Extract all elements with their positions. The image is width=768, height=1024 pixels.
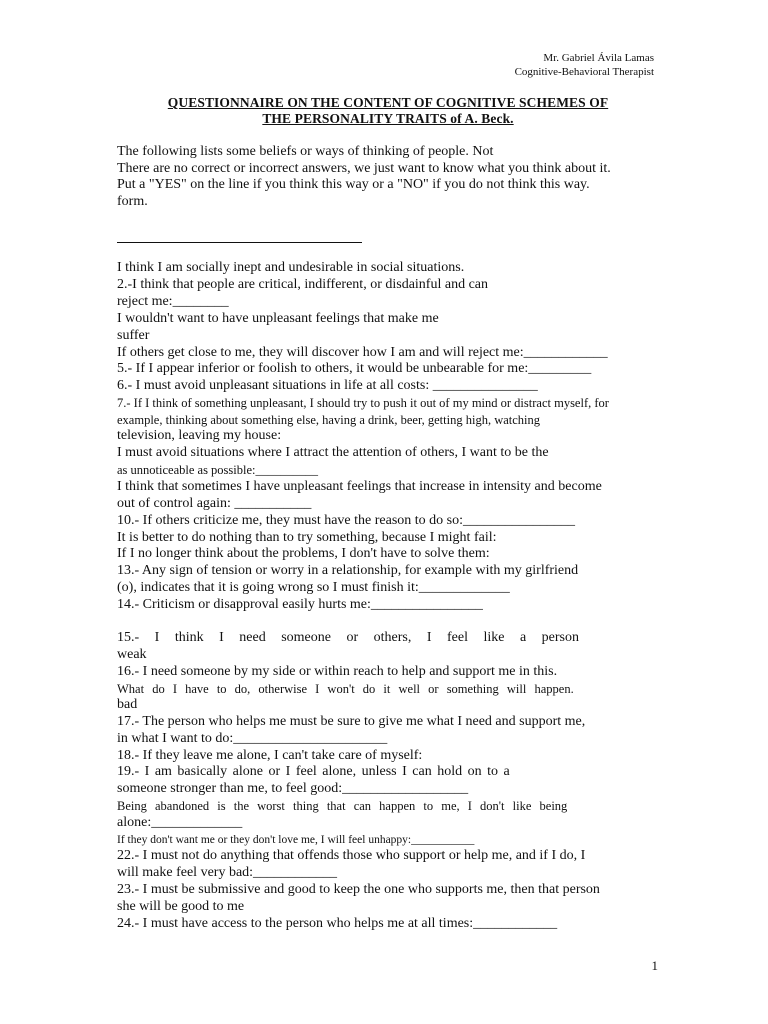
questionnaire-item: 6.- I must avoid unpleasant situations in life at all costs: _______________ (117, 378, 538, 393)
document-title (112, 95, 664, 127)
questionnaire-item: 10.- If others criticize me, they must have the reason to do so:________________ (117, 513, 576, 528)
questionnaire-item: If I no longer think about the problems, I don't have to solve them: (117, 546, 490, 561)
instruction-line: form. (117, 193, 148, 209)
questionnaire-item: I think I am socially inept and undesirable in social situations. (117, 260, 465, 275)
questionnaire-item-continuation: she will be good to me (117, 899, 245, 914)
questionnaire-item-continuation: reject me:________ (117, 294, 229, 309)
questionnaire-item: 5.- If I appear inferior or foolish to others, it would be unbearable for me:_________ (117, 361, 592, 376)
page-number: 1 (651, 958, 658, 973)
questionnaire-item-continuation: as unnoticeable as possible:__________ (117, 463, 319, 477)
questionnaire-item: I think that sometimes I have unpleasant feelings that increase in intensity and become (117, 479, 602, 494)
questionnaire-item-continuation: bad (117, 697, 138, 712)
questionnaire-item: Being abandoned is the worst thing that can happen to me, I don't like being (117, 799, 568, 813)
questionnaire-item-continuation: (o), indicates that it is going wrong so I must finish it:_____________ (117, 580, 510, 595)
instruction-line: Put a "YES" on the line if you think this way or a "NO" if you do not think this way. (117, 177, 590, 192)
questionnaire-item-continuation: suffer (117, 328, 150, 343)
title-line-2: THE PERSONALITY TRAITS of A. Beck. (262, 111, 514, 126)
questionnaire-item-continuation: television, leaving my house: (117, 428, 282, 443)
questionnaire-item: I wouldn't want to have unpleasant feelings that make me (117, 311, 439, 326)
questionnaire-item: If they don't want me or they don't love me, I will feel unhappy:___________ (117, 834, 475, 846)
instructions (117, 144, 673, 210)
questionnaire-item: It is better to do nothing than to try something, because I might fail: (117, 530, 497, 545)
questionnaire-item: 17.- The person who helps me must be sure to give me what I need and support me, (117, 714, 586, 729)
author-block (515, 51, 654, 79)
questionnaire-item-continuation: someone stronger than me, to feel good:__________________ (117, 781, 469, 796)
instruction-line: The following lists some beliefs or ways of thinking of people. Not (117, 144, 494, 159)
questionnaire-item: 15.- I think I need someone or others, I feel like a person (117, 630, 580, 645)
questionnaire-item-continuation: What do I have to do, otherwise I won't do it well or something will happen. (117, 682, 574, 696)
questionnaire-item-continuation: example, thinking about something else, having a drink, beer, getting high, watching (117, 413, 541, 427)
questionnaire-item: 7.- If I think of something unpleasant, I should try to push it out of my mind or distract myself, for (117, 396, 609, 410)
author-role: Cognitive-Behavioral Therapist (514, 66, 654, 78)
questionnaire-item: 16.- I need someone by my side or within reach to help and support me in this. (117, 664, 558, 679)
questionnaire-item: I must avoid situations where I attract the attention of others, I want to be the (117, 445, 549, 460)
questionnaire-item-continuation: out of control again: ___________ (117, 496, 312, 511)
questionnaire-item-continuation: will make feel very bad:____________ (117, 865, 338, 880)
instruction-line: There are no correct or incorrect answers, we just want to know what you think about it. (117, 160, 611, 176)
questionnaire-item: 14.- Criticism or disapproval easily hurts me:________________ (117, 597, 483, 612)
questionnaire-item-continuation: weak (117, 647, 147, 662)
questionnaire-item (117, 277, 587, 293)
author-name: Mr. Gabriel Ávila Lamas (543, 52, 654, 64)
questionnaire-item: 22.- I must not do anything that offends those who support or help me, and if I do, I (117, 848, 586, 863)
name-signature-line (117, 242, 362, 243)
item-text: 2.-I think that people are critical, indifferent, or disdainful and can (117, 277, 488, 292)
questionnaire-item-continuation: in what I want to do:______________________ (117, 731, 388, 746)
questionnaire-item-continuation: alone:_____________ (117, 815, 243, 830)
title-line-1: QUESTIONNAIRE ON THE CONTENT OF COGNITIVE SCHEMES OF (167, 95, 609, 110)
questionnaire-item: 18.- If they leave me alone, I can't take care of myself: (117, 748, 423, 763)
questionnaire-item: 24.- I must have access to the person who helps me at all times:____________ (117, 916, 558, 931)
questionnaire-item: If others get close to me, they will discover how I am and will reject me:____________ (117, 345, 608, 360)
questionnaire-item: 23.- I must be submissive and good to keep the one who supports me, then that person (117, 882, 600, 897)
questionnaire-item: 13.- Any sign of tension or worry in a relationship, for example with my girlfriend (117, 563, 579, 578)
questionnaire-item: 19.- I am basically alone or I feel alone, unless I can hold on to a (117, 764, 510, 779)
